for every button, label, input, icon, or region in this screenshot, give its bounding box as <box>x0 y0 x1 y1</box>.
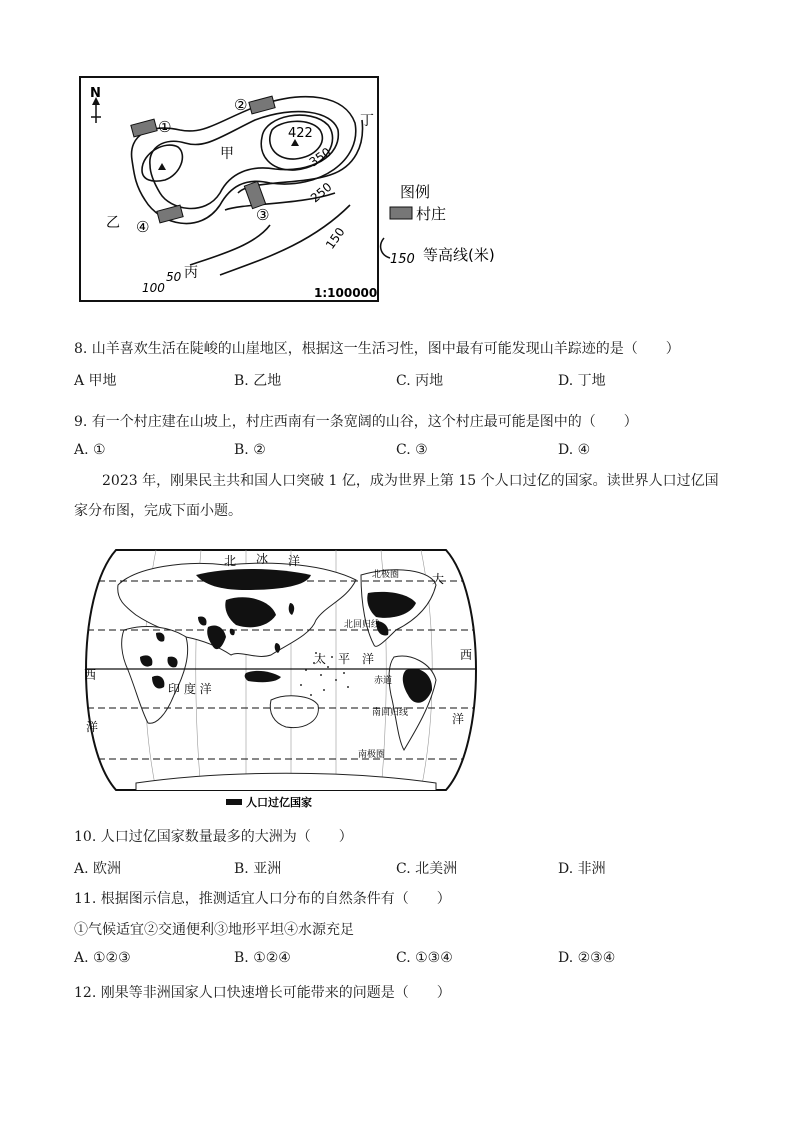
contour-label: 100 <box>142 281 165 295</box>
question-11-stem: 11. 根据图示信息，推测适宜人口分布的自然条件有（ ） <box>74 891 451 907</box>
question-10-option-a[interactable]: A. 欧洲 <box>74 861 122 877</box>
ocean-label: 平 <box>338 652 351 666</box>
question-10-stem: 10. 人口过亿国家数量最多的大洲为（ ） <box>74 829 353 845</box>
legend-swatch <box>226 799 242 805</box>
ocean-label: 洋 <box>86 720 99 734</box>
ocean-label: 太 <box>314 652 327 666</box>
map-scale: 1:100000 <box>314 286 378 300</box>
point-yi: 乙 <box>106 215 120 231</box>
peak-elevation: 422 <box>288 126 313 141</box>
question-11-option-a[interactable]: A. ①②③ <box>74 950 131 966</box>
village-marker <box>234 96 275 114</box>
question-11-option-b[interactable]: B. ①②④ <box>234 950 291 966</box>
ocean-label: 洋 <box>288 554 301 568</box>
point-ding: 丁 <box>360 113 374 129</box>
question-8-option-c[interactable]: C. 丙地 <box>396 373 444 389</box>
latitude-label: 北回归线 <box>344 620 381 630</box>
question-8-option-d[interactable]: D. 丁地 <box>558 373 606 389</box>
village-marker <box>244 181 269 224</box>
question-9-option-d[interactable]: D. ④ <box>558 442 591 458</box>
legend-label: 人口过亿国家 <box>246 796 312 809</box>
latitude-label: 南极圈 <box>358 750 386 760</box>
question-9-option-c[interactable]: C. ③ <box>396 442 428 458</box>
contour-label: 150 <box>322 224 348 252</box>
ocean-label: 洋 <box>362 652 375 666</box>
legend-village-swatch <box>390 207 412 219</box>
peak-marker-icon <box>158 163 166 170</box>
contour-label: 50 <box>166 270 182 284</box>
latitude-label: 南回归线 <box>372 708 409 718</box>
question-9-option-b[interactable]: B. ② <box>234 442 266 458</box>
legend-contour-label: 等高线(米) <box>423 246 495 264</box>
legend-contour-icon <box>381 238 390 258</box>
map-frame <box>80 77 378 301</box>
contour-label: 350 <box>306 144 334 170</box>
legend-title: 图例 <box>400 183 431 201</box>
question-8-stem: 8. 山羊喜欢生活在陡峻的山崖地区，根据这一生活习性，图中最有可能发现山羊踪迹的是（ ） <box>74 341 680 357</box>
world-population-map <box>76 545 486 810</box>
question-10-option-c[interactable]: C. 北美洲 <box>396 861 458 877</box>
svg-text:①: ① <box>158 118 172 136</box>
svg-text:②: ② <box>234 96 248 114</box>
legend-contour-value: 150 <box>390 252 415 267</box>
ocean-label: 西 <box>460 648 473 662</box>
contour-label: 250 <box>307 179 335 206</box>
north-label: N <box>90 86 101 101</box>
point-jia: 甲 <box>220 146 234 162</box>
question-10-option-d[interactable]: D. 非洲 <box>558 861 606 877</box>
point-bing: 丙 <box>184 265 198 281</box>
ocean-label: 印 度 洋 <box>168 682 212 696</box>
ocean-label: 北 <box>224 554 237 568</box>
question-11-option-c[interactable]: C. ①③④ <box>396 950 453 966</box>
ocean-label: 大 <box>432 572 445 586</box>
topographic-map <box>70 75 540 310</box>
ocean-label: 西 <box>84 668 97 682</box>
intro-paragraph: 2023 年，刚果民主共和国人口突破 1 亿，成为世界上第 15 个人口过亿的国家。读世界人口过亿国家分布图，完成下面小题。 <box>74 473 719 519</box>
latitude-label: 赤道 <box>374 676 393 686</box>
ocean-label: 冰 <box>256 552 269 566</box>
question-8-option-a[interactable]: A 甲地 <box>74 373 117 389</box>
legend-village-label: 村庄 <box>416 205 447 223</box>
question-9-option-a[interactable]: A. ① <box>74 442 106 458</box>
question-12-stem: 12. 刚果等非洲国家人口快速增长可能带来的问题是（ ） <box>74 985 451 1001</box>
question-8-option-b[interactable]: B. 乙地 <box>234 373 282 389</box>
ocean-label: 洋 <box>452 712 465 726</box>
question-9-stem: 9. 有一个村庄建在山坡上，村庄西南有一条宽阔的山谷，这个村庄最可能是图中的（ ） <box>74 414 638 430</box>
question-11-option-d[interactable]: D. ②③④ <box>558 950 616 966</box>
question-11-statements: ①气候适宜②交通便利③地形平坦④水源充足 <box>74 922 354 938</box>
svg-text:③: ③ <box>256 206 270 224</box>
question-10-option-b[interactable]: B. 亚洲 <box>234 861 282 877</box>
village-marker <box>131 118 172 137</box>
latitude-label: 北极圈 <box>372 570 400 580</box>
village-marker <box>136 205 183 236</box>
svg-text:④: ④ <box>136 218 150 236</box>
